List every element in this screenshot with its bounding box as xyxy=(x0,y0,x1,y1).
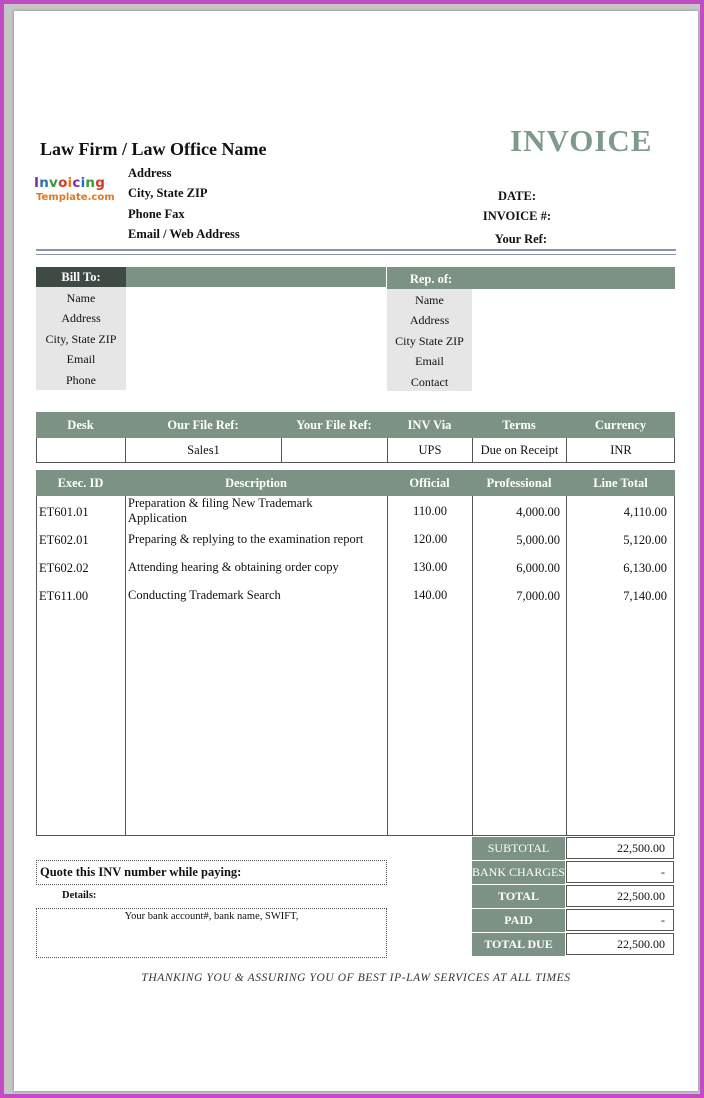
info-table-row xyxy=(36,438,675,463)
firm-phone: Phone Fax xyxy=(128,207,185,221)
total-value: 22,500.00 xyxy=(566,885,674,907)
inv-via-value: UPS xyxy=(418,443,442,457)
col-description: Description xyxy=(225,475,287,490)
total-label: TOTAL xyxy=(472,885,565,908)
invoice-page xyxy=(14,11,698,1091)
col-line-total: Line Total xyxy=(593,475,648,490)
row4-id: ET611.00 xyxy=(39,589,89,603)
details-box xyxy=(36,908,387,958)
quote-label: Quote this INV number while paying: xyxy=(40,865,242,879)
bill-to-address: Address xyxy=(61,311,101,325)
rep-of-contact: Contact xyxy=(410,375,449,389)
row1-official: 110.00 xyxy=(413,504,447,518)
bill-to-phone: Phone xyxy=(66,373,96,387)
row2-total: 5,120.00 xyxy=(623,533,667,547)
rep-of-header xyxy=(387,267,475,289)
rep-of-header-label: Rep. of: xyxy=(409,272,453,286)
row3-total: 6,130.00 xyxy=(623,561,667,575)
your-ref-label: Your Ref: xyxy=(494,232,547,246)
items-divider xyxy=(125,496,126,835)
row3-official: 130.00 xyxy=(412,560,448,574)
header-divider-thin xyxy=(36,254,676,255)
bill-to-header-label: Bill To: xyxy=(61,270,101,284)
col-terms: Terms xyxy=(502,417,536,432)
bill-to-city: City, State ZIP xyxy=(45,332,117,346)
logo-letter: v xyxy=(49,175,59,191)
logo-letter: i xyxy=(67,175,73,191)
bill-to-header-bar xyxy=(126,267,386,287)
col-your-file-ref: Your File Ref: xyxy=(296,417,372,432)
invoice-title: INVOICE xyxy=(510,123,653,158)
footer-note: THANKING YOU & ASSURING YOU OF BEST IP-LAW SERVICES AT ALL TIMES xyxy=(141,972,571,984)
details-label: Details: xyxy=(62,890,97,901)
row4-desc: Conducting Trademark Search xyxy=(128,588,281,602)
total-due-label: TOTAL DUE xyxy=(472,933,565,956)
col-inv-via: INV Via xyxy=(407,417,452,432)
logo-bottom-text: Template.com xyxy=(36,192,115,203)
logo-letter: g xyxy=(95,175,106,191)
rep-of-header-bar xyxy=(475,267,675,289)
row2-id: ET602.01 xyxy=(39,533,89,547)
logo-letter: I xyxy=(34,175,40,191)
row1-desc-line2: Application xyxy=(128,511,188,525)
bill-to-header xyxy=(36,267,126,287)
rep-of-address: Address xyxy=(409,313,450,327)
row4-official: 140.00 xyxy=(412,588,448,602)
paid-label: PAID xyxy=(472,909,565,932)
bank-charges-label: BANK CHARGES xyxy=(472,861,565,884)
logo-top-text xyxy=(34,175,116,191)
quote-box xyxy=(36,860,387,885)
bill-to-email: Email xyxy=(66,352,96,366)
logo-letter: i xyxy=(80,175,86,191)
info-table-header xyxy=(36,412,675,438)
row1-desc-line1: Preparation & filing New Trademark xyxy=(128,496,313,510)
bill-to-name: Name xyxy=(66,291,96,305)
col-exec-id: Exec. ID xyxy=(57,475,104,490)
paid-value: - xyxy=(566,909,674,931)
logo-letter: n xyxy=(85,175,96,191)
rep-of-name: Name xyxy=(415,293,444,307)
row1-desc xyxy=(128,496,313,526)
company-logo xyxy=(34,175,116,203)
row1-professional: 4,000.00 xyxy=(516,505,560,519)
details-text: Your bank account#, bank name, SWIFT, xyxy=(124,911,299,922)
our-file-ref-value: Sales1 xyxy=(187,443,220,457)
firm-city: City, State ZIP xyxy=(128,186,208,200)
rep-of-labels xyxy=(387,289,472,391)
col-professional: Professional xyxy=(486,475,552,490)
rep-of-city: City State ZIP xyxy=(395,334,464,348)
row4-total: 7,140.00 xyxy=(623,589,667,603)
date-label: DATE: xyxy=(498,189,536,203)
logo-letter: n xyxy=(39,175,50,191)
invoice-number-label: INVOICE #: xyxy=(482,209,551,223)
col-official: Official xyxy=(409,475,450,490)
firm-name: Law Firm / Law Office Name xyxy=(40,139,267,159)
row2-desc: Preparing & replying to the examination report xyxy=(128,532,364,546)
logo-letter: c xyxy=(72,175,81,191)
row4-professional: 7,000.00 xyxy=(516,589,560,603)
header-divider xyxy=(36,249,676,251)
col-currency: Currency xyxy=(594,417,647,432)
row2-official: 120.00 xyxy=(412,532,448,546)
row3-id: ET602.02 xyxy=(39,561,89,575)
firm-address: Address xyxy=(128,166,172,180)
col-desk: Desk xyxy=(67,417,94,432)
logo-letter: o xyxy=(58,175,68,191)
row2-professional: 5,000.00 xyxy=(516,533,560,547)
total-due-value: 22,500.00 xyxy=(566,933,674,955)
row3-professional: 6,000.00 xyxy=(516,561,560,575)
subtotal-label: SUBTOTAL xyxy=(472,837,565,860)
row1-id: ET601.01 xyxy=(39,505,89,519)
rep-of-email: Email xyxy=(415,354,444,368)
items-table-body xyxy=(36,496,675,836)
info-divider xyxy=(281,438,282,462)
row1-total: 4,110.00 xyxy=(623,505,667,519)
bank-charges-value: - xyxy=(566,861,674,883)
firm-email: Email / Web Address xyxy=(128,227,240,241)
subtotal-value: 22,500.00 xyxy=(566,837,674,859)
terms-value: Due on Receipt xyxy=(480,443,559,457)
items-table-header xyxy=(36,470,675,496)
bill-to-labels xyxy=(36,287,126,390)
currency-value: INR xyxy=(610,443,632,457)
row3-desc: Attending hearing & obtaining order copy xyxy=(128,560,339,574)
col-our-file-ref: Our File Ref: xyxy=(167,417,239,432)
